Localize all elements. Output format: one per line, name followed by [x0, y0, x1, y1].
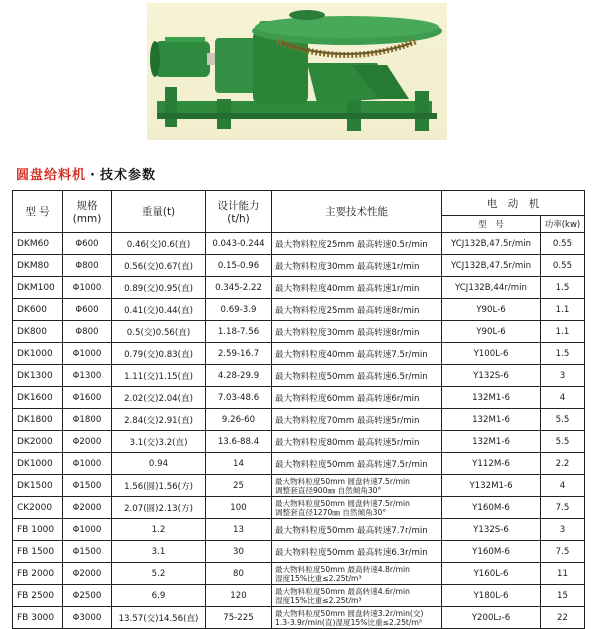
cell-performance: 最大物料粒度60mm 最高转速6r/min [272, 387, 442, 409]
cell-motor-model: Y132M1-6 [442, 475, 541, 497]
table-row [13, 607, 585, 629]
table-row [13, 585, 585, 607]
table-row [13, 387, 585, 409]
table-row [13, 497, 585, 519]
cell-spec: Φ600 [63, 233, 112, 255]
cell-weight: 0.89(交)0.95(直) [112, 277, 206, 299]
cell-model: DK2000 [13, 431, 63, 453]
cell-motor-model: YCJ132B,44r/min [442, 277, 541, 299]
cell-performance [272, 585, 442, 607]
heading-subtitle: 技术参数 [99, 168, 156, 183]
cell-performance-line1: 最大物料粒度50mm 最高转速4.8r/min [275, 564, 410, 574]
cell-performance-line2: 湿度15%比重≤2.25t/m³ [275, 595, 362, 605]
cell-power: 0.55 [541, 233, 585, 255]
cell-weight: 2.02(交)2.04(直) [112, 387, 206, 409]
header-capacity-line1: 设计能力 [217, 200, 260, 212]
cell-model: FB 1000 [13, 519, 63, 541]
cell-weight: 3.1(交)3.2(直) [112, 431, 206, 453]
cell-performance [272, 475, 442, 497]
cell-weight: 0.5(交)0.56(直) [112, 321, 206, 343]
cell-spec: Φ1800 [63, 409, 112, 431]
table-row [13, 299, 585, 321]
cell-capacity: 100 [206, 497, 272, 519]
cell-capacity: 0.15-0.96 [206, 255, 272, 277]
header-capacity [206, 191, 272, 233]
table-row [13, 541, 585, 563]
cell-spec: Φ800 [63, 255, 112, 277]
cell-spec: Φ1000 [63, 277, 112, 299]
cell-performance-line2: 调整套直径1270㎜ 自然倾角30° [275, 507, 387, 517]
cell-power: 3 [541, 365, 585, 387]
cell-capacity: 0.345-2.22 [206, 277, 272, 299]
cell-performance [272, 563, 442, 585]
cell-performance-line1: 最大物料粒度50mm 圆盘转速7.5r/min [275, 498, 410, 508]
cell-model: DK1800 [13, 409, 63, 431]
cell-motor-model: 132M1-6 [442, 409, 541, 431]
header-weight: 重量(t) [112, 191, 206, 233]
cell-weight: 0.41(交)0.44(直) [112, 299, 206, 321]
cell-capacity: 120 [206, 585, 272, 607]
cell-motor-model: Y90L-6 [442, 299, 541, 321]
cell-power: 5.5 [541, 409, 585, 431]
cell-power: 4 [541, 387, 585, 409]
table-row [13, 475, 585, 497]
cell-power: 4 [541, 475, 585, 497]
cell-model: DKM60 [13, 233, 63, 255]
table-row [13, 431, 585, 453]
cell-capacity: 1.18-7.56 [206, 321, 272, 343]
cell-spec: Φ2000 [63, 431, 112, 453]
cell-model: FB 1500 [13, 541, 63, 563]
cell-spec: Φ1000 [63, 343, 112, 365]
cell-power: 1.5 [541, 343, 585, 365]
section-heading [16, 164, 156, 183]
cell-power: 1.5 [541, 277, 585, 299]
cell-model: FB 3000 [13, 607, 63, 629]
header-capacity-line2: (t/h) [227, 213, 250, 225]
cell-capacity: 2.59-16.7 [206, 343, 272, 365]
cell-spec: Φ2000 [63, 497, 112, 519]
cell-performance [272, 607, 442, 629]
cell-capacity: 0.69-3.9 [206, 299, 272, 321]
spec-table [12, 190, 585, 629]
cell-power: 3 [541, 519, 585, 541]
disc-feeder-illustration [147, 3, 447, 140]
cell-performance: 最大物料粒度30mm 最高转速8r/min [272, 321, 442, 343]
cell-spec: Φ1000 [63, 453, 112, 475]
cell-weight: 1.11(交)1.15(直) [112, 365, 206, 387]
header-spec [63, 191, 112, 233]
table-row [13, 365, 585, 387]
cell-capacity: 0.043-0.244 [206, 233, 272, 255]
cell-performance-line1: 最大物料粒度50mm 圆盘转速3.2r/min(交) [275, 608, 424, 618]
cell-motor-model: Y160L-6 [442, 563, 541, 585]
cell-capacity: 25 [206, 475, 272, 497]
cell-spec: Φ600 [63, 299, 112, 321]
header-spec-line1: 规格 [76, 200, 98, 212]
cell-weight: 13.57(交)14.56(直) [112, 607, 206, 629]
cell-performance: 最大物料粒度30mm 最高转速1r/min [272, 255, 442, 277]
table-row [13, 255, 585, 277]
cell-weight: 1.56(圆)1.56(方) [112, 475, 206, 497]
heading-product-name: 圆盘给料机 [16, 168, 87, 183]
cell-motor-model: YCJ132B,47.5r/min [442, 233, 541, 255]
cell-power: 22 [541, 607, 585, 629]
cell-power: 11 [541, 563, 585, 585]
cell-motor-model: 132M1-6 [442, 387, 541, 409]
header-spec-line2: (mm) [72, 213, 102, 225]
cell-model: DK1000 [13, 453, 63, 475]
cell-performance: 最大物料粒度50mm 最高转速6.5r/min [272, 365, 442, 387]
cell-capacity: 9.26-60 [206, 409, 272, 431]
cell-spec: Φ1500 [63, 475, 112, 497]
header-motor: 电 动 机 [442, 191, 585, 216]
cell-weight: 2.07(圆)2.13(方) [112, 497, 206, 519]
cell-motor-model: Y200L₂-6 [442, 607, 541, 629]
cell-model: CK2000 [13, 497, 63, 519]
cell-model: FB 2500 [13, 585, 63, 607]
cell-spec: Φ1600 [63, 387, 112, 409]
cell-performance: 最大物料粒度50mm 最高转速7.7r/min [272, 519, 442, 541]
cell-performance: 最大物料粒度25mm 最高转速8r/min [272, 299, 442, 321]
cell-model: DK800 [13, 321, 63, 343]
cell-motor-model: YCJ132B,47.5r/min [442, 255, 541, 277]
cell-motor-model: Y160M-6 [442, 541, 541, 563]
cell-weight: 0.79(交)0.83(直) [112, 343, 206, 365]
cell-power: 2.2 [541, 453, 585, 475]
cell-model: DK1500 [13, 475, 63, 497]
cell-capacity: 80 [206, 563, 272, 585]
table-row [13, 233, 585, 255]
cell-power: 7.5 [541, 497, 585, 519]
cell-power: 5.5 [541, 431, 585, 453]
cell-model: DK1600 [13, 387, 63, 409]
product-photo [147, 3, 447, 140]
cell-weight: 3.1 [112, 541, 206, 563]
cell-performance-line2: 1.3-3.9r/min(直)湿度15%比重≤2.25t/m³ [275, 617, 422, 627]
cell-performance: 最大物料粒度25mm 最高转速0.5r/min [272, 233, 442, 255]
cell-performance [272, 497, 442, 519]
cell-power: 15 [541, 585, 585, 607]
header-performance: 主要技术性能 [272, 191, 442, 233]
cell-performance-line1: 最大物料粒度50mm 圆盘转速7.5r/min [275, 476, 410, 486]
cell-spec: Φ3000 [63, 607, 112, 629]
cell-performance: 最大物料粒度40mm 最高转速7.5r/min [272, 343, 442, 365]
cell-performance-line2: 调整套直径900㎜ 自然倾角30° [275, 485, 382, 495]
cell-spec: Φ2000 [63, 563, 112, 585]
cell-capacity: 75-225 [206, 607, 272, 629]
cell-motor-model: Y180L-6 [442, 585, 541, 607]
cell-motor-model: Y160M-6 [442, 497, 541, 519]
cell-motor-model: Y132S-6 [442, 519, 541, 541]
cell-capacity: 14 [206, 453, 272, 475]
table-row [13, 519, 585, 541]
cell-weight: 5.2 [112, 563, 206, 585]
table-row [13, 343, 585, 365]
cell-power: 7.5 [541, 541, 585, 563]
cell-performance: 最大物料粒度80mm 最高转速5r/min [272, 431, 442, 453]
cell-performance: 最大物料粒度50mm 最高转速6.3r/min [272, 541, 442, 563]
table-row [13, 563, 585, 585]
header-motor-power: 功率(kw) [541, 216, 585, 233]
cell-capacity: 7.03-48.6 [206, 387, 272, 409]
cell-capacity: 13 [206, 519, 272, 541]
cell-capacity: 13.6-88.4 [206, 431, 272, 453]
header-model: 型 号 [13, 191, 63, 233]
cell-model: DKM100 [13, 277, 63, 299]
cell-spec: Φ800 [63, 321, 112, 343]
cell-performance: 最大物料粒度40mm 最高转速1r/min [272, 277, 442, 299]
cell-model: DK1300 [13, 365, 63, 387]
cell-spec: Φ1300 [63, 365, 112, 387]
cell-performance: 最大物料粒度70mm 最高转速5r/min [272, 409, 442, 431]
cell-weight: 0.94 [112, 453, 206, 475]
spec-table-body [13, 233, 585, 629]
table-row [13, 453, 585, 475]
cell-weight: 1.2 [112, 519, 206, 541]
cell-weight: 0.56(交)0.67(直) [112, 255, 206, 277]
cell-spec: Φ1000 [63, 519, 112, 541]
table-row [13, 321, 585, 343]
cell-motor-model: Y100L-6 [442, 343, 541, 365]
cell-capacity: 30 [206, 541, 272, 563]
cell-power: 1.1 [541, 299, 585, 321]
cell-weight: 6.9 [112, 585, 206, 607]
cell-performance-line1: 最大物料粒度50mm 最高转速4.6r/min [275, 586, 410, 596]
cell-motor-model: 132M1-6 [442, 431, 541, 453]
cell-model: DK600 [13, 299, 63, 321]
header-motor-model: 型 号 [442, 216, 541, 233]
cell-weight: 0.46(交)0.6(直) [112, 233, 206, 255]
cell-performance-line2: 湿度15%比重≤2.25t/m³ [275, 573, 362, 583]
cell-model: FB 2000 [13, 563, 63, 585]
cell-power: 1.1 [541, 321, 585, 343]
cell-model: DKM80 [13, 255, 63, 277]
cell-motor-model: Y132S-6 [442, 365, 541, 387]
cell-performance: 最大物料粒度50mm 最高转速7.5r/min [272, 453, 442, 475]
heading-separator: · [90, 168, 96, 183]
cell-spec: Φ1500 [63, 541, 112, 563]
table-row [13, 277, 585, 299]
table-row [13, 409, 585, 431]
cell-capacity: 4.28-29.9 [206, 365, 272, 387]
cell-model: DK1000 [13, 343, 63, 365]
cell-motor-model: Y112M-6 [442, 453, 541, 475]
cell-power: 0.55 [541, 255, 585, 277]
cell-weight: 2.84(交)2.91(直) [112, 409, 206, 431]
cell-motor-model: Y90L-6 [442, 321, 541, 343]
cell-spec: Φ2500 [63, 585, 112, 607]
